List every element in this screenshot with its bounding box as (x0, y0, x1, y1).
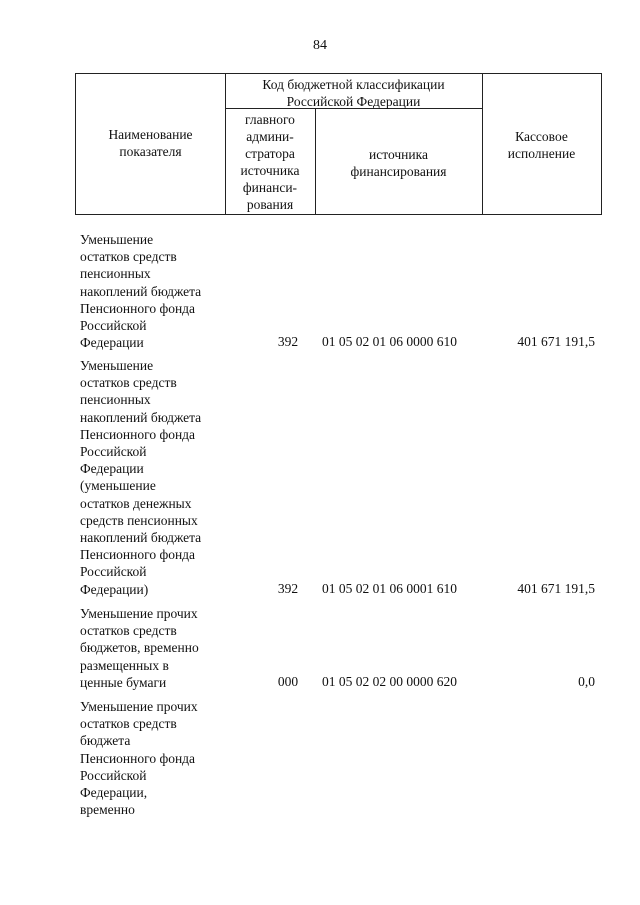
header-source-line: источника (369, 147, 428, 162)
row-name-line: Пенсионного фонда (80, 300, 196, 316)
header-source (315, 146, 482, 180)
row-name (80, 698, 230, 818)
row-name (80, 357, 230, 598)
row-amount: 401 671 191,5 (517, 334, 595, 349)
row-name (80, 231, 230, 351)
header-admin (225, 111, 315, 213)
header-name-line: показателя (119, 144, 182, 159)
row-name-line: остатков средств (80, 716, 177, 732)
row-name-line: временно (80, 802, 135, 818)
row-name-line: средств пенсионных (80, 512, 198, 528)
row-name-line: Уменьшение (80, 358, 154, 373)
row-name-line: накоплений бюджета (80, 409, 202, 425)
row-name-line: накоплений бюджета (80, 530, 202, 546)
header-exec (482, 128, 601, 162)
row-name-line: остатков средств (80, 249, 177, 265)
row-name-line: накоплений бюджета (80, 283, 202, 299)
row-name-line: Российской (80, 767, 147, 783)
header-name (76, 126, 225, 160)
header-admin-line: финанси- (242, 180, 298, 195)
row-name-line: Федерации (80, 461, 144, 477)
row-name-line: Пенсионного фонда (80, 750, 196, 766)
row-admin-code: 392 (277, 334, 299, 349)
row-source-code: 01 05 02 01 06 0001 610 (322, 581, 457, 596)
header-admin-line: источника (240, 163, 300, 178)
table-header (75, 73, 602, 215)
row-source-code: 01 05 02 01 06 0000 610 (322, 334, 457, 349)
row-name-line: размещенных в (80, 657, 169, 673)
row-admin-code: 392 (277, 581, 299, 596)
row-name-line: Российской (80, 564, 147, 580)
row-name-line: Федерации (80, 335, 144, 351)
row-name-line: Российской (80, 444, 147, 460)
row-name-line: Пенсионного фонда (80, 426, 196, 442)
header-code-group-line: Код бюджетной классификации (262, 77, 445, 92)
row-name-line: пенсионных (80, 392, 151, 408)
row-name-line: бюджетов, временно (80, 640, 199, 656)
row-name-line: Уменьшение прочих (80, 699, 198, 714)
row-name-line: остатков денежных (80, 495, 192, 511)
header-exec-line: исполнение (507, 146, 576, 161)
header-admin-line: рования (246, 197, 294, 212)
row-amount: 0,0 (578, 674, 595, 689)
row-name-line: Пенсионного фонда (80, 547, 196, 563)
row-name-line: Уменьшение прочих (80, 606, 198, 621)
row-name-line: пенсионных (80, 266, 151, 282)
header-exec-line: Кассовое (515, 129, 568, 144)
header-admin-line: стратора (245, 146, 295, 161)
row-admin-code: 000 (277, 674, 299, 689)
row-name (80, 605, 230, 691)
row-name-line: Российской (80, 318, 147, 334)
row-name-line: ценные бумаги (80, 674, 167, 690)
header-admin-line: админи- (246, 129, 294, 144)
row-source-code: 01 05 02 02 00 0000 620 (322, 674, 457, 689)
header-code-group-line: Российской Федерации (286, 94, 421, 109)
page-number: 84 (313, 38, 327, 53)
row-name-line: Федерации, (80, 785, 148, 801)
row-name-line: (уменьшение (80, 478, 156, 494)
header-code-group (225, 76, 482, 110)
row-name-line: Уменьшение (80, 232, 154, 247)
row-name-line: бюджета (80, 733, 131, 749)
header-admin-line: главного (245, 112, 295, 127)
row-name-line: остатков средств (80, 623, 177, 639)
header-source-line: финансирования (350, 164, 447, 179)
row-amount: 401 671 191,5 (517, 581, 595, 596)
row-name-line: остатков средств (80, 375, 177, 391)
header-name-line: Наименование (108, 127, 193, 142)
row-name-line: Федерации) (80, 581, 149, 597)
